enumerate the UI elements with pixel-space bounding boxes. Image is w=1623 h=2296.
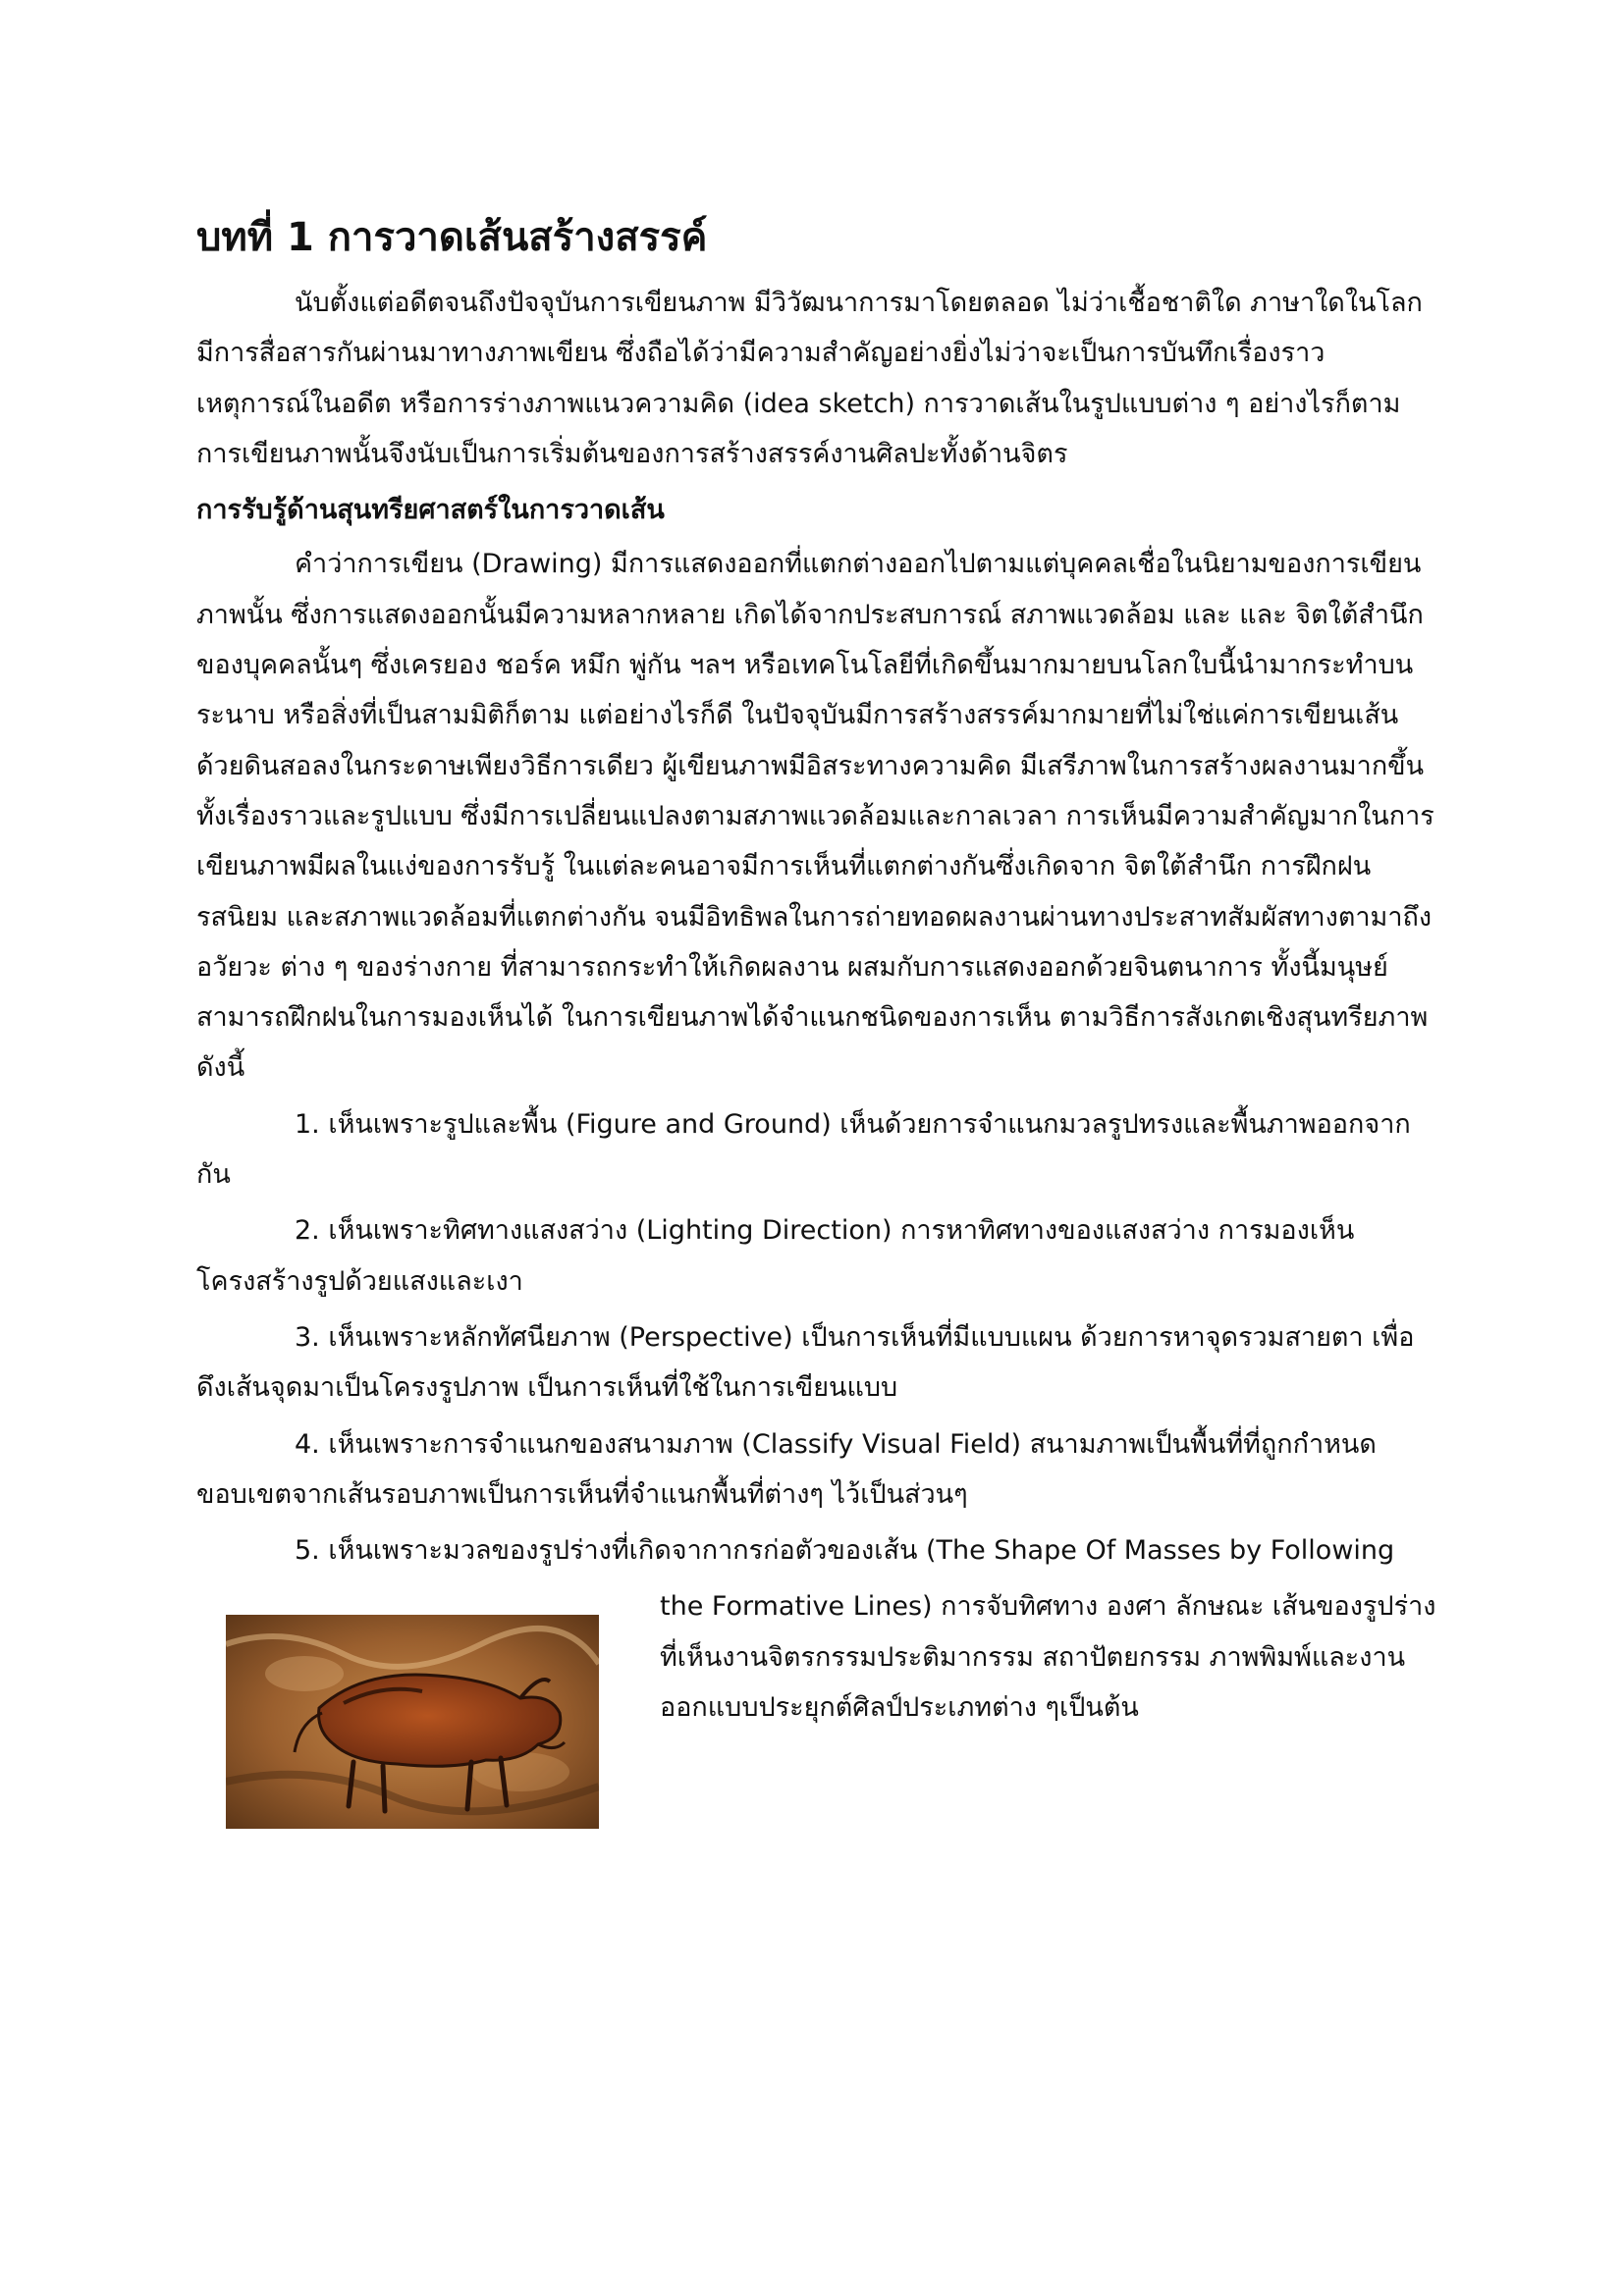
section-paragraph: คำว่าการเขียน (Drawing) มีการแสดงออกที่แตกต่างออกไปตามแต่บุคคลเชื่อในนิยามของการเขียนภาพนั้น ซึ่งการแสดงออกนั้นมีความหลากหลาย เกิดได้จากประสบการณ์ สภาพแวดล้อม และ และ จิตใต้สำนึกของบุคคลนั้นๆ ซึ่งเครยอง ชอร์ค หมึก พู่กัน ฯลฯ หรือเทคโนโลยีที่เกิดขึ้นมากมายบนโลกใบนี้นำมากระทำบนระนาบ หรือสิ่งที่เป็นสามมิติก็ตาม แต่อย่างไรก็ดี ในปัจจุบันมีการสร้างสรรค์มากมายที่ไม่ใช่แค่การเขียนเส้นด้วยดินสอลงในกระดาษเพียงวิธีการเดียว ผู้เขียนภาพมีอิสระทางความคิด มีเสรีภาพในการสร้างผลงานมากขึ้น ทั้งเรื่องราวและรูปแบบ ซึ่งมีการเปลี่ยนแปลงตามสภาพแวดล้อมและกาลเวลา การเห็นมีความสำคัญมากในการเขียนภาพมีผลในแง่ของการรับรู้ ในแต่ละคนอาจมีการเห็นที่แตกต่างกันซึ่งเกิดจาก จิตใต้สำนึก การฝึกฝน รสนิยม และสภาพแวดล้อมที่แตกต่างกัน จนมีอิทธิพลในการถ่ายทอดผลงานผ่านทางประสาทสัมผัสทางตามาถึงอวัยวะ ต่าง ๆ ของร่างกาย ที่สามารถกระทำให้เกิดผลงาน ผสมกับการแสดงออกด้วยจินตนาการ ทั้งนี้มนุษย์สามารถฝึกฝนในการมองเห็นได้ ในการเขียนภาพได้จำแนกชนิดของการเห็น ตามวิธีการสังเกตเชิงสุนทรียภาพ ดังนี้ [196, 549, 1434, 1084]
list-item-5: 5. เห็นเพราะมวลของรูปร่างที่เกิดจากากรก่อตัวของเส้น (The Shape Of Masses by Following [295, 1535, 1395, 1567]
list-item-3: 3. เห็นเพราะหลักทัศนียภาพ (Perspective) เป็นการเห็นที่มีแบบแผน ด้วยการหาจุดรวมสายตา เพื่อดึงเส้นจุดมาเป็นโครงรูปภาพ เป็นการเห็นที่ใช้ในการเขียนแบบ [196, 1321, 1415, 1404]
list-item-5-continuation: the Formative Lines) การจับทิศทาง องศา ลักษณะ เส้นของรูปร่างที่เห็นงานจิตรกรรมประติมากรรม สถาปัตยกรรม ภาพพิมพ์และงานออกแบบประยุกต์ศิลป์ประเภทต่าง ๆเป็นต้น [660, 1591, 1436, 1724]
list-item-4: 4. เห็นเพราะการจำแนกของสนามภาพ (Classify Visual Field) สนามภาพเป็นพื้นที่ที่ถูกกำหนด ขอบเขตจากเส้นรอบภาพเป็นการเห็นที่จำแนกพื้นที่ต่างๆ ไว้เป็นส่วนๆ [196, 1428, 1377, 1510]
cave-painting-image [226, 1615, 599, 1829]
list-item-2: 2. เห็นเพราะทิศทางแสงสว่าง (Lighting Direction) การหาทิศทางของแสงสว่าง การมองเห็น โครงสร้างรูปด้วยแสงและเงา [196, 1215, 1355, 1297]
figure-block [196, 1581, 1443, 1817]
list-item-1: 1. เห็นเพราะรูปและพื้น (Figure and Ground) เห็นด้วยการจำแนกมวลรูปทรงและพื้นภาพออกจาก กัน [196, 1108, 1411, 1191]
document-page [196, 191, 1443, 1817]
section-heading: การรับรู้ด้านสุนทรียศาสตร์ในการวาดเส้น [196, 495, 665, 526]
intro-paragraph: นับตั้งแต่อดีตจนถึงปัจจุบันการเขียนภาพ มีวิวัฒนาการมาโดยตลอด ไม่ว่าเชื้อชาติใด ภาษาใดในโลก มีการสื่อสารกันผ่านมาทางภาพเขียน ซึ่งถือได้ว่ามีความสำคัญอย่างยิ่งไม่ว่าจะเป็นการบันทึกเรื่องราว เหตุการณ์ในอดีต หรือการร่างภาพแนวความคิด (idea sketch) การวาดเส้นในรูปแบบต่าง ๆ อย่างไรก็ตาม การเขียนภาพนั้นจึงนับเป็นการเริ่มต้นของการสร้างสรรค์งานศิลปะทั้งด้านจิตร [196, 288, 1423, 469]
chapter-title: บทที่ 1 การวาดเส้นสร้างสรรค์ [196, 215, 708, 260]
